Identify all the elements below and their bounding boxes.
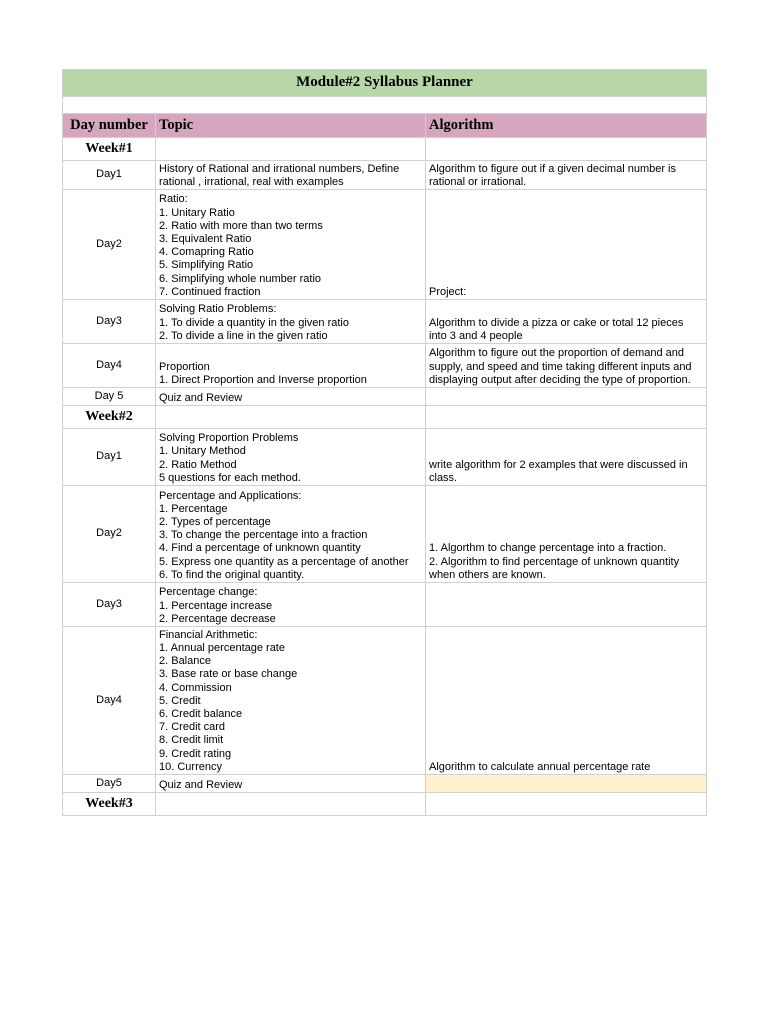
table-row xyxy=(63,583,707,627)
topic-line: Percentage and Applications: xyxy=(159,489,302,502)
algorithm-line: Algorithm to figure out if a given decimal number is xyxy=(429,162,677,175)
topic-line: Proportion xyxy=(159,360,210,373)
algorithm-cell xyxy=(426,300,707,344)
week-topic-cell xyxy=(156,406,426,429)
topic-cell xyxy=(156,583,426,627)
algorithm-cell xyxy=(426,775,707,793)
topic-line: 8. Credit limit xyxy=(159,734,224,747)
algorithm-line: into 3 and 4 people xyxy=(429,329,523,342)
topic-line: 4. Commission xyxy=(159,681,232,694)
algorithm-line: Project: xyxy=(429,285,467,298)
topic-line: 7. Continued fraction xyxy=(159,285,261,298)
algorithm-line: supply, and speed and time taking different inputs and xyxy=(429,360,692,373)
day-cell: Day3 xyxy=(63,300,156,344)
topic-line: Financial Arithmetic: xyxy=(159,628,258,641)
topic-cell xyxy=(156,388,426,406)
topic-line: 1. Annual percentage rate xyxy=(159,641,285,654)
topic-line: 4. Find a percentage of unknown quantity xyxy=(159,542,361,555)
topic-line: 2. Percentage decrease xyxy=(159,612,276,625)
topic-line: 1. Percentage xyxy=(159,502,228,515)
topic-line: 7. Credit card xyxy=(159,721,226,734)
topic-line: 3. To change the percentage into a fraction xyxy=(159,529,368,542)
algorithm-line: 2. Algorithm to find percentage of unknown quantity xyxy=(429,555,680,568)
algorithm-line: Algorithm to calculate annual percentage rate xyxy=(429,760,651,773)
table-row xyxy=(63,429,707,486)
syllabus-table xyxy=(62,69,707,816)
week-topic-cell xyxy=(156,793,426,816)
algorithm-cell xyxy=(426,429,707,486)
topic-line: 6. Credit balance xyxy=(159,707,243,720)
topic-line: 2. Types of percentage xyxy=(159,515,271,528)
topic-line: 2. Ratio Method xyxy=(159,458,237,471)
topic-line: Percentage change: xyxy=(159,586,258,599)
topic-line: 1. Unitary Ratio xyxy=(159,206,235,219)
header-topic: Topic xyxy=(156,114,426,138)
algorithm-cell xyxy=(426,583,707,627)
header-algorithm: Algorithm xyxy=(426,114,707,138)
day-cell: Day1 xyxy=(63,429,156,486)
topic-line: 4. Comapring Ratio xyxy=(159,246,254,259)
table-row xyxy=(63,388,707,406)
table-row xyxy=(63,486,707,583)
topic-line: 1. To divide a quantity in the given ratio xyxy=(159,316,349,329)
topic-line: 5. Credit xyxy=(159,694,201,707)
title-row xyxy=(63,70,707,97)
spacer-row xyxy=(63,97,707,114)
week-algorithm-cell xyxy=(426,793,707,816)
topic-line: Solving Proportion Problems xyxy=(159,432,299,445)
week-label: Week#1 xyxy=(63,138,156,161)
algorithm-line: when others are known. xyxy=(429,568,546,581)
algorithm-line: write algorithm for 2 examples that were discussed in xyxy=(429,458,688,471)
topic-cell xyxy=(156,775,426,793)
topic-line: 9. Credit rating xyxy=(159,747,232,760)
header-row xyxy=(63,114,707,138)
topic-cell xyxy=(156,300,426,344)
topic-line: 2. Balance xyxy=(159,655,211,668)
week-row xyxy=(63,138,707,161)
topic-line: History of Rational and irrational numbers, Define xyxy=(159,162,400,175)
topic-line: 5. Simplifying Ratio xyxy=(159,259,254,272)
week-label: Week#2 xyxy=(63,406,156,429)
day-cell: Day1 xyxy=(63,161,156,190)
week-row xyxy=(63,406,707,429)
topic-line: Solving Ratio Problems: xyxy=(159,303,277,316)
topic-line: 2. To divide a line in the given ratio xyxy=(159,329,328,342)
table-row xyxy=(63,627,707,775)
topic-line: 10. Currency xyxy=(159,760,222,773)
topic-line: 3. Base rate or base change xyxy=(159,668,298,681)
header-day-number: Day number xyxy=(63,114,156,138)
topic-line: 5. Express one quantity as a percentage of another xyxy=(159,555,409,568)
week-algorithm-cell xyxy=(426,138,707,161)
topic-line: 1. Unitary Method xyxy=(159,445,246,458)
algorithm-line: Algorithm to figure out the proportion of demand and xyxy=(429,347,684,360)
topic-line: 5 questions for each method. xyxy=(159,471,301,484)
topic-cell xyxy=(156,429,426,486)
syllabus-sheet xyxy=(62,69,706,816)
day-cell: Day5 xyxy=(63,775,156,793)
topic-line: 1. Direct Proportion and Inverse proportion xyxy=(159,373,367,386)
page-title: Module#2 Syllabus Planner xyxy=(63,70,707,97)
day-cell: Day4 xyxy=(63,627,156,775)
topic-line: Ratio: xyxy=(159,193,188,206)
topic-line: Quiz and Review xyxy=(159,391,243,404)
algorithm-cell xyxy=(426,627,707,775)
table-row xyxy=(63,161,707,190)
topic-cell xyxy=(156,627,426,775)
algorithm-line: displaying output after deciding the type of proportion. xyxy=(429,373,691,386)
topic-line: 3. Equivalent Ratio xyxy=(159,232,252,245)
topic-cell xyxy=(156,486,426,583)
day-cell: Day2 xyxy=(63,486,156,583)
topic-line: 1. Percentage increase xyxy=(159,599,273,612)
algorithm-line: Algorithm to divide a pizza or cake or total 12 pieces xyxy=(429,316,684,329)
topic-line: 2. Ratio with more than two terms xyxy=(159,219,323,232)
algorithm-cell xyxy=(426,161,707,190)
topic-cell xyxy=(156,190,426,300)
table-row xyxy=(63,344,707,388)
algorithm-line: class. xyxy=(429,471,458,484)
algorithm-cell xyxy=(426,344,707,388)
table-row xyxy=(63,190,707,300)
topic-line: rational , irrational, real with examples xyxy=(159,175,344,188)
topic-line: Quiz and Review xyxy=(159,778,243,791)
topic-line: 6. Simplifying whole number ratio xyxy=(159,272,322,285)
algorithm-line: 1. Algorthm to change percentage into a fraction. xyxy=(429,542,667,555)
day-cell: Day3 xyxy=(63,583,156,627)
algorithm-cell xyxy=(426,190,707,300)
day-cell: Day 5 xyxy=(63,388,156,406)
topic-line: 6. To find the original quantity. xyxy=(159,568,305,581)
table-row xyxy=(63,300,707,344)
topic-cell xyxy=(156,161,426,190)
algorithm-cell xyxy=(426,388,707,406)
day-cell: Day4 xyxy=(63,344,156,388)
week-label: Week#3 xyxy=(63,793,156,816)
week-row xyxy=(63,793,707,816)
table-row xyxy=(63,775,707,793)
topic-cell xyxy=(156,344,426,388)
week-algorithm-cell xyxy=(426,406,707,429)
week-topic-cell xyxy=(156,138,426,161)
spacer-cell xyxy=(63,97,707,114)
algorithm-line: rational or irrational. xyxy=(429,175,527,188)
day-cell: Day2 xyxy=(63,190,156,300)
algorithm-cell xyxy=(426,486,707,583)
